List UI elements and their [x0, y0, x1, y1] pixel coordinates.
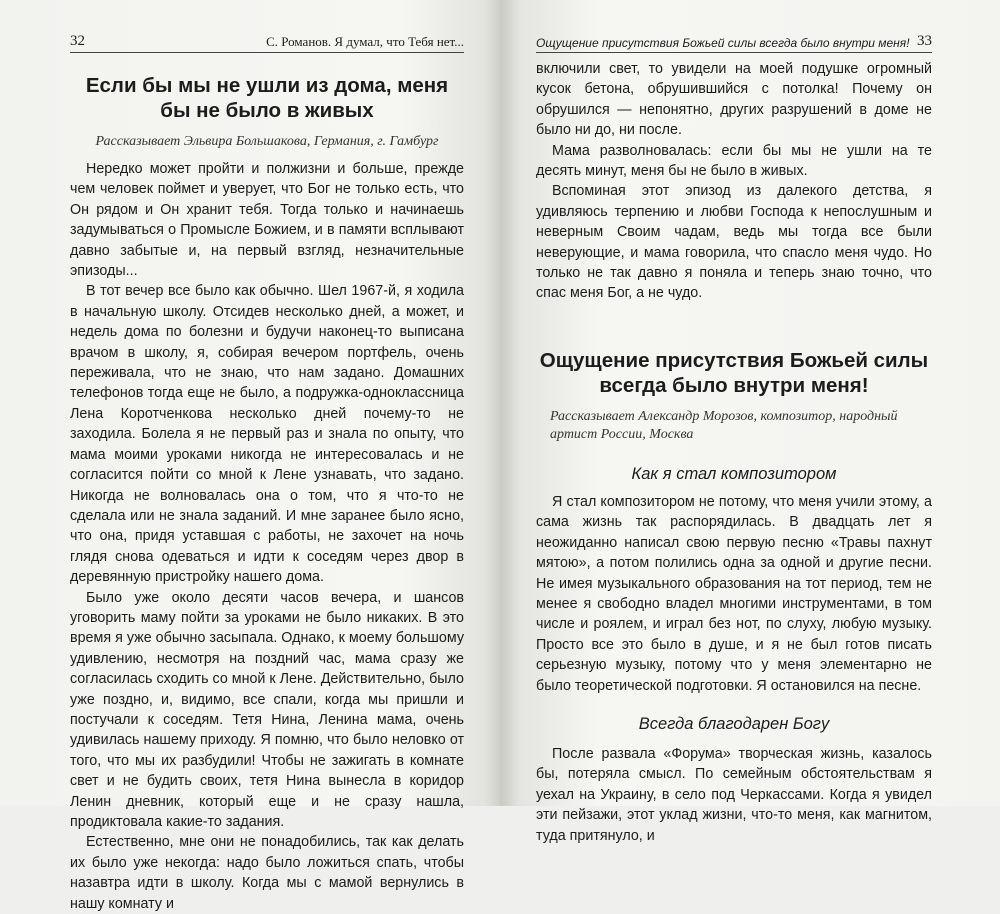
- paragraph: Вспоминая этот эпизод из далекого детства, я удивляюсь терпению и любви Господа к непослушным и неверным Своим чадам, ведь мы тогда все были неверующие, и мама говорила, что спасло меня чудо. Но только не так давно я поняла и теперь знаю точно, что спас меня Бог, а не чудо.: [536, 183, 932, 302]
- section-heading-composer: Как я стал композитором: [631, 464, 837, 483]
- section2-body: [536, 744, 932, 846]
- right-running-head: [536, 32, 932, 53]
- left-page: [0, 0, 500, 912]
- left-byline: Рассказывает Эльвира Большакова, Германия, г. Гамбург: [95, 134, 439, 149]
- right-running-head-title: Ощущение присутствия Божьей силы всегда было внутри меня!: [536, 36, 910, 50]
- left-running-head: [70, 32, 464, 53]
- left-page-number: 32: [70, 33, 85, 49]
- left-body: [70, 159, 464, 914]
- paragraph: включили свет, то увидели на моей подушке огромный кусок бетона, обрушившийся с потолка! Почему он обрушился — непонятно, других разрушений в доме не было ни до, ни после.: [536, 61, 932, 139]
- left-article-title: Если бы мы не ушли из дома, меня бы не было в живых: [85, 74, 449, 122]
- paragraph: Естественно, мне они не понадобились, так как делать их было уже некогда: надо было ложиться спать, чтобы назавтра идти в школу. Когда мы с мамой вернулись в нашу комнату и: [70, 834, 464, 912]
- right-page: [500, 0, 1000, 844]
- section1-body: [536, 492, 932, 696]
- paragraph: В тот вечер все было как обычно. Шел 1967-й, я ходила в начальную школу. Отсидев несколько дней, а может, и недель дома по болезни и будучи наконец-то выписана врачом в школу, я, собирая вечером портфель, очень переживала, что не знаю, что нам задано. Домашних телефонов тогда еще не было, а подружка-одноклассница Лена Коротченкова несколько дней почему-то не заходила. Болела я не первый раз и знала по опыту, что мама моими уроками никогда не интересовалась и не согласится пойти со мной к Лене узнавать, что задано. Никогда не волновалась она о том, что я что-то не сделала или не знала заданий. И мне заранее было ясно, что она, придя уставшая с работы, не захочет на ночь глядя снова одеваться и идти к соседям через двор в деревянную пристройку нашего дома.: [70, 283, 464, 586]
- paragraph: После развала «Форума» творческая жизнь, казалось бы, потеряла смысл. По семейным обстоятельствам я уехал на Украину, в село под Черкассами. Когда я увидел эти пейзажи, этот уклад жизни, что-то меня, как магнитом, туда притянуло, и: [536, 745, 932, 844]
- paragraph: Я стал композитором не потому, что меня учили этому, а сама жизнь так распорядилась. В двадцать лет я неожиданно написал свою первую песню «Травы пахнут мятою», а потом полились одна за одной и другие песни. Не имея музыкального образования на тот период, тем не менее я свободно владел многими инструментами, в том числе и роялем, и играл без нот, по слуху, любую музыку. Просто все это было в душе, и я не был готов писать серьезную музыку, потому что у меня элементарно не было теоретической подготовки. Я остановился на песне.: [536, 493, 932, 694]
- left-running-head-title: С. Романов. Я думал, что Тебя нет...: [266, 34, 464, 49]
- paragraph: Было уже около десяти часов вечера, и шансов уговорить маму пойти за уроками не было никаких. В это время я уже обычно засыпала. Однако, к моему большому удивлению, несмотря на поздний час, мама сразу же согласилась сходить со мной к Лене. Действительно, было уже поздно, и, видимо, все спали, когда мы пришли и постучали к соседям. Тетя Нина, Ленина мама, очень удивилась нашему приходу. Я помню, что было неловко от того, что мы их разбудили! Чтобы не зажигать в комнате свет и не будить своих, тетя Нина вынесла в коридор Ленин дневник, который еще и не сразу нашла, продиктовала какие-то задания.: [70, 589, 465, 830]
- right-article-title: Ощущение присутствия Божьей силы всегда было внутри меня!: [539, 348, 929, 397]
- right-byline: Рассказывает Александр Морозов, композитор, народный артист России, Москва: [550, 408, 898, 442]
- right-page-number: 33: [917, 33, 932, 49]
- paragraph: Нередко может пройти и полжизни и больше, прежде чем человек поймет и уверует, что Бог не только есть, что Он рядом и Он хранит тебя. Тогда только и начинаешь задумываться о Промысле Божием, и в памяти всплывают давно забытые и, на первый взгляд, незначительные эпизоды...: [70, 161, 464, 280]
- right-continuation: [536, 59, 932, 304]
- section-heading-grateful: Всегда благодарен Богу: [638, 714, 830, 733]
- paragraph: Мама разволновалась: если бы мы не ушли на те десять минут, меня бы не было в живых.: [536, 142, 932, 180]
